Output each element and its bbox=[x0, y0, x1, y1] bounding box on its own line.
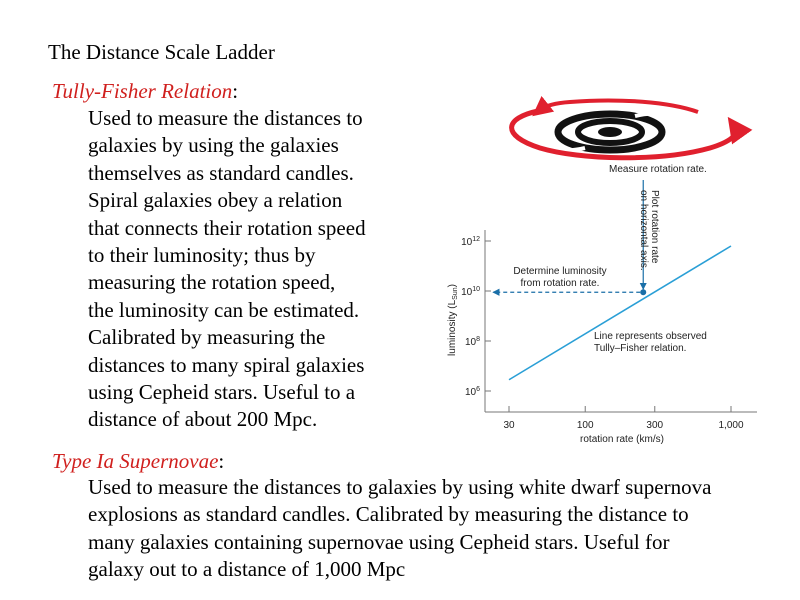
tully-fisher-heading bbox=[52, 79, 238, 103]
determine-luminosity-label: Determine luminosity from rotation rate. bbox=[513, 266, 607, 289]
tully-fisher-line: using Cepheid stars. Useful to a bbox=[88, 380, 356, 405]
tully-fisher-diagram bbox=[430, 90, 780, 450]
tully-fisher-line: Spiral galaxies obey a relation bbox=[88, 188, 343, 213]
supernovae-line: many galaxies containing supernovae using Cepheid stars. Useful for bbox=[88, 529, 670, 554]
x-tick-label: 1,000 bbox=[718, 420, 744, 431]
rotation-arrow-icon bbox=[540, 100, 698, 112]
supernovae-line: explosions as standard candles. Calibrated by measuring the distance to bbox=[88, 502, 689, 527]
tully-fisher-line: distances to many spiral galaxies bbox=[88, 352, 365, 377]
y-tick-label: $10^8$ bbox=[464, 336, 480, 348]
supernovae-line: galaxy out to a distance of 1,000 Mpc bbox=[88, 557, 406, 582]
line-represents-label: Line represents observed Tully–Fisher relation. bbox=[594, 331, 707, 354]
x-tick-label: 300 bbox=[646, 420, 664, 431]
tully-fisher-line: that connects their rotation speed bbox=[88, 215, 366, 240]
supernovae-line: Used to measure the distances to galaxies by using white dwarf supernova bbox=[88, 475, 712, 499]
tully-fisher-line: distance of about 200 Mpc. bbox=[88, 407, 318, 432]
tully-fisher-body bbox=[88, 105, 418, 434]
tully-fisher-heading-text: Tully-Fisher Relation bbox=[52, 79, 233, 103]
supernovae-heading bbox=[52, 449, 224, 473]
supernovae-body bbox=[88, 474, 793, 584]
y-tick-label: $10^{12}$ bbox=[461, 236, 480, 248]
tully-fisher-line: the luminosity can be estimated. bbox=[88, 297, 360, 322]
x-axis-label: rotation rate (km/s) bbox=[580, 434, 664, 445]
y-tick-label: $10^6$ bbox=[464, 386, 480, 398]
tully-fisher-line: Calibrated by measuring the bbox=[88, 325, 326, 350]
plot-rotation-label: Plot rotation rateon horizontal axis. bbox=[638, 190, 660, 271]
tully-fisher-line: measuring the rotation speed, bbox=[88, 270, 336, 295]
slide-title: The Distance Scale Ladder bbox=[48, 40, 275, 64]
tully-fisher-line: to their luminosity; thus by bbox=[88, 243, 316, 268]
y-tick-label: $10^{10}$ bbox=[461, 286, 480, 298]
x-tick-label: 100 bbox=[576, 420, 594, 431]
tully-fisher-line: Used to measure the distances to bbox=[88, 106, 363, 130]
tully-fisher-colon: : bbox=[232, 79, 239, 103]
tully-fisher-line: galaxies by using the galaxies bbox=[88, 133, 339, 158]
tully-fisher-line: themselves as standard candles. bbox=[88, 160, 354, 185]
spiral-galaxy-icon bbox=[550, 114, 670, 151]
supernovae-colon: : bbox=[218, 449, 225, 473]
supernovae-heading-text: Type Ia Supernovae bbox=[52, 449, 219, 473]
tully-fisher-figure bbox=[430, 90, 780, 450]
y-axis-label: luminosity $(L_{Sun})$ bbox=[447, 284, 459, 356]
x-tick-label: 30 bbox=[503, 420, 515, 431]
measured-point bbox=[640, 289, 646, 295]
measure-rotation-label: Measure rotation rate. bbox=[609, 164, 707, 175]
